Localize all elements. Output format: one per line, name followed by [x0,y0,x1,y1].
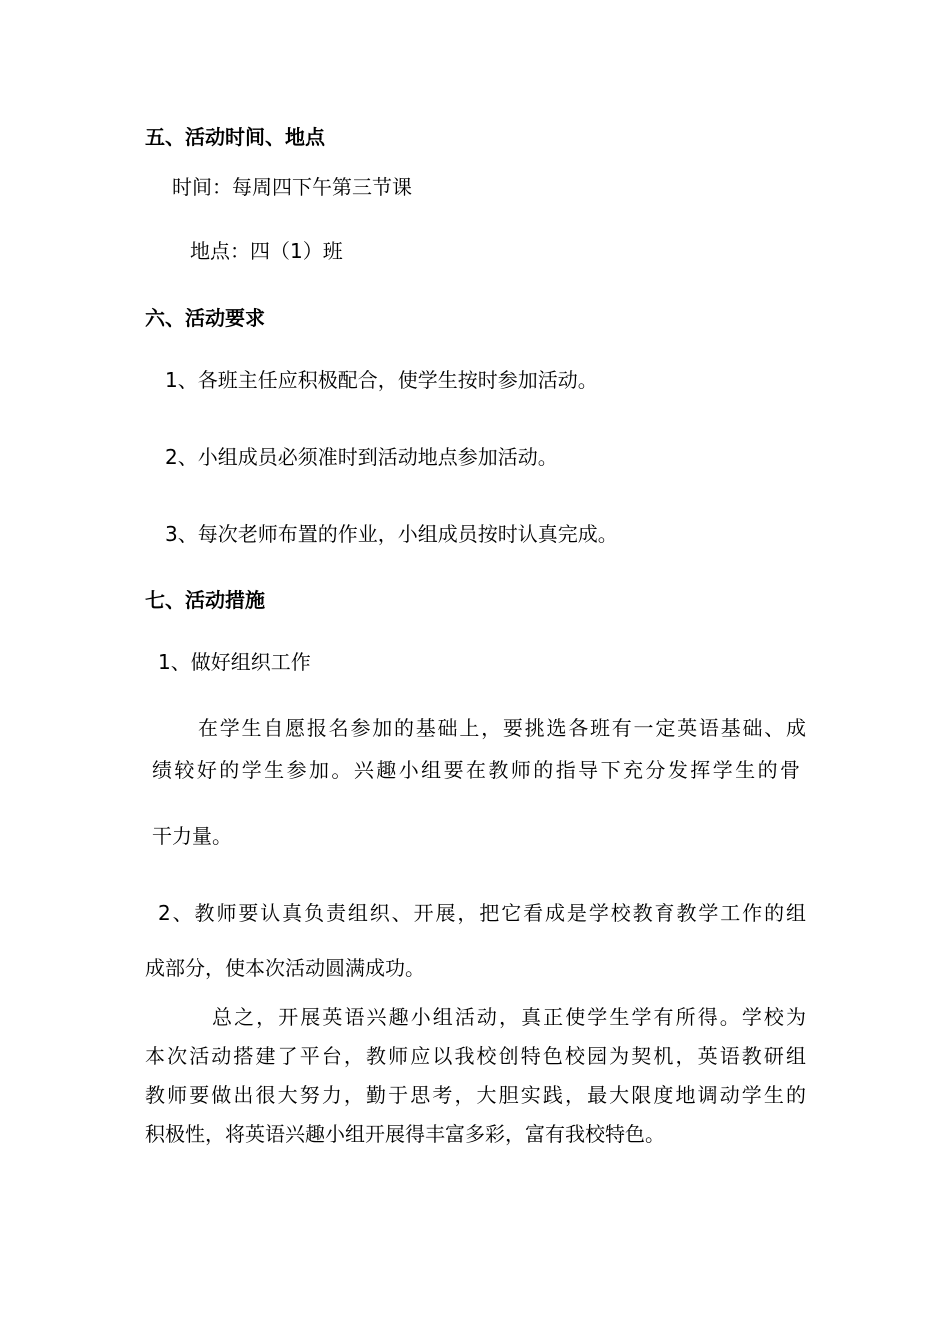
section-6-heading: 六、活动要求 [145,306,265,330]
section-5-heading: 五、活动时间、地点 [145,125,325,149]
requirement-item-1: 1、各班主任应积极配合，使学生按时参加活动。 [165,368,598,392]
requirement-item-2: 2、小组成员必须准时到活动地点参加活动。 [165,445,558,469]
summary-line-3: 教师要做出很大努力，勤于思考，大胆实践，最大限度地调动学生的 [145,1083,806,1107]
measure-item-1-title: 1、做好组织工作 [158,650,311,674]
summary-line-2: 本次活动搭建了平台，教师应以我校创特色校园为契机，英语教研组 [145,1044,806,1068]
measure-item-2-line-1: 2、教师要认真负责组织、开展，把它看成是学校教育教学工作的组 [158,901,806,925]
activity-place: 地点：四（1）班 [190,239,343,263]
measure-item-1-line-1: 在学生自愿报名参加的基础上，要挑选各班有一定英语基础、成 [198,716,806,740]
summary-line-1: 总之，开展英语兴趣小组活动，真正使学生学有所得。学校为 [212,1005,806,1029]
measure-item-2-line-2: 成部分，使本次活动圆满成功。 [145,956,425,980]
summary-line-4: 积极性，将英语兴趣小组开展得丰富多彩，富有我校特色。 [145,1122,665,1146]
requirement-item-3: 3、每次老师布置的作业，小组成员按时认真完成。 [165,522,618,546]
measure-item-1-line-2: 绩较好的学生参加。兴趣小组要在教师的指导下充分发挥学生的骨 [152,758,800,782]
measure-item-1-line-3: 干力量。 [152,824,232,848]
activity-time: 时间：每周四下午第三节课 [172,175,412,199]
section-7-heading: 七、活动措施 [145,588,265,612]
